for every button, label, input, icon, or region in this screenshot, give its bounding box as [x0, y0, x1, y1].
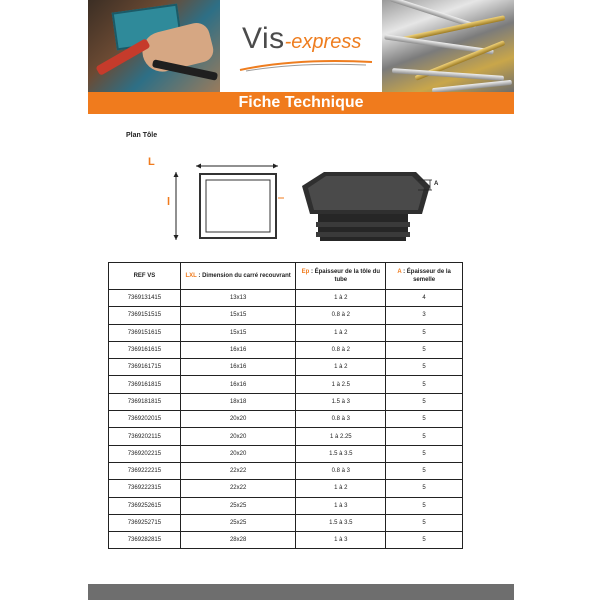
cell-thickness: 1 à 2.5	[296, 376, 386, 393]
dimension-label-A: A	[434, 181, 439, 187]
cell-sole: 5	[386, 480, 463, 497]
technical-drawing	[160, 152, 460, 248]
cell-ref: 7369131415	[109, 290, 181, 307]
cell-sole: 5	[386, 376, 463, 393]
cell-sole: 5	[386, 428, 463, 445]
cell-dimension: 20x20	[180, 428, 296, 445]
cell-ref: 7369282815	[109, 532, 181, 549]
table-row	[109, 462, 463, 479]
cell-sole: 4	[386, 290, 463, 307]
cell-dimension: 25x25	[180, 514, 296, 531]
cell-sole: 5	[386, 497, 463, 514]
cell-ref: 7369161615	[109, 341, 181, 358]
cell-thickness: 0.8 à 3	[296, 462, 386, 479]
spec-table	[108, 262, 463, 549]
table-row	[109, 497, 463, 514]
cell-thickness: 0.8 à 2	[296, 341, 386, 358]
cell-thickness: 1.5 à 3.5	[296, 514, 386, 531]
cell-ref: 7369202015	[109, 411, 181, 428]
cell-sole: 3	[386, 307, 463, 324]
cell-sole: 5	[386, 411, 463, 428]
cell-ref: 7369252615	[109, 497, 181, 514]
screws-photo	[382, 0, 514, 92]
cell-ref: 7369151615	[109, 324, 181, 341]
header-banner	[88, 0, 514, 111]
brand-name: Vis	[242, 22, 285, 55]
cell-dimension: 22x22	[180, 462, 296, 479]
cell-dimension: 25x25	[180, 497, 296, 514]
cell-ref: 7369202115	[109, 428, 181, 445]
cell-sole: 5	[386, 462, 463, 479]
cell-dimension: 28x28	[180, 532, 296, 549]
cell-thickness: 1.5 à 3.5	[296, 445, 386, 462]
cell-thickness: 1 à 3	[296, 532, 386, 549]
dimension-label-l: l	[167, 196, 171, 208]
table-header-row	[109, 263, 463, 290]
cell-thickness: 1 à 2	[296, 290, 386, 307]
cell-ref: 7369161815	[109, 376, 181, 393]
cell-ref: 7369222215	[109, 462, 181, 479]
table-row	[109, 341, 463, 358]
cell-ref: 7369151515	[109, 307, 181, 324]
cell-sole: 5	[386, 532, 463, 549]
dimension-label-L: L	[148, 156, 155, 168]
cell-dimension: 22x22	[180, 480, 296, 497]
table-row	[109, 290, 463, 307]
header-dimension: LXL : Dimension du carré recouvrant	[180, 263, 296, 290]
cell-sole: 5	[386, 341, 463, 358]
cell-sole: 5	[386, 445, 463, 462]
table-row	[109, 428, 463, 445]
cell-thickness: 1 à 2	[296, 480, 386, 497]
cell-sole: 5	[386, 324, 463, 341]
logo-swoosh-icon	[236, 58, 376, 72]
cell-sole: 5	[386, 359, 463, 376]
electronics-repair-photo	[88, 0, 220, 92]
square-plug-icon	[302, 172, 430, 241]
table-row	[109, 393, 463, 410]
cell-ref: 7369161715	[109, 359, 181, 376]
table-row	[109, 532, 463, 549]
cell-dimension: 18x18	[180, 393, 296, 410]
cell-thickness: 1 à 3	[296, 497, 386, 514]
header-ref: REF VS	[109, 263, 181, 290]
cell-dimension: 15x15	[180, 324, 296, 341]
cell-ref: 7369202215	[109, 445, 181, 462]
cell-dimension: 20x20	[180, 445, 296, 462]
table-row	[109, 514, 463, 531]
cell-dimension: 16x16	[180, 359, 296, 376]
table-row	[109, 480, 463, 497]
table-row	[109, 324, 463, 341]
page-title: Fiche Technique	[238, 94, 364, 111]
plan-label: Plan Tôle	[126, 132, 158, 139]
table-row	[109, 307, 463, 324]
cell-dimension: 20x20	[180, 411, 296, 428]
header-thickness: Ep : Épaisseur de la tôle du tube	[296, 263, 386, 290]
table-row	[109, 376, 463, 393]
cell-thickness: 0.8 à 2	[296, 307, 386, 324]
brand-suffix: -express	[284, 31, 362, 53]
cell-thickness: 1.5 à 3	[296, 393, 386, 410]
brand-logo	[220, 0, 382, 92]
cell-ref: 7369222315	[109, 480, 181, 497]
cell-ref: 7369252715	[109, 514, 181, 531]
table-row	[109, 411, 463, 428]
table-row	[109, 359, 463, 376]
cell-thickness: 0.8 à 3	[296, 411, 386, 428]
cell-dimension: 16x16	[180, 376, 296, 393]
footer-bar	[88, 584, 514, 600]
cell-dimension: 16x16	[180, 341, 296, 358]
cell-thickness: 1 à 2.25	[296, 428, 386, 445]
title-band	[88, 92, 514, 114]
cell-thickness: 1 à 2	[296, 359, 386, 376]
cell-dimension: 15x15	[180, 307, 296, 324]
cell-dimension: 13x13	[180, 290, 296, 307]
table-row	[109, 445, 463, 462]
cell-sole: 5	[386, 514, 463, 531]
cell-sole: 5	[386, 393, 463, 410]
cell-ref: 7369181815	[109, 393, 181, 410]
header-sole: A : Épaisseur de la semelle	[386, 263, 463, 290]
cell-thickness: 1 à 2	[296, 324, 386, 341]
